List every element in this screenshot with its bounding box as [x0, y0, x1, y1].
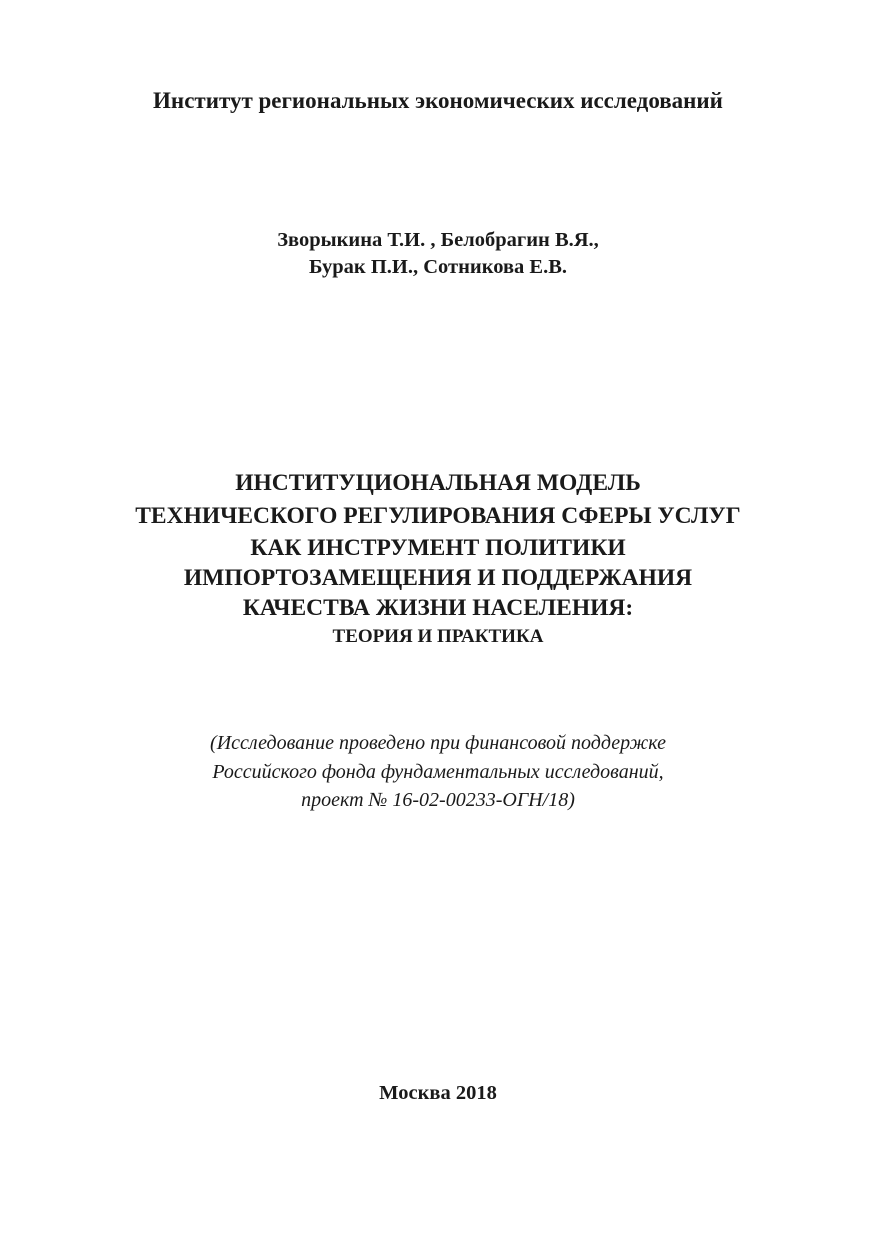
subtitle: ТЕОРИЯ И ПРАКТИКА [332, 626, 544, 647]
authors-line: Зворыкина Т.И. , Белобрагин В.Я., [277, 229, 599, 251]
funding-note-line: (Исследование проведено при финансовой поддержке [210, 732, 666, 754]
title-line: КАЧЕСТВА ЖИЗНИ НАСЕЛЕНИЯ: [242, 595, 634, 621]
title-line: ИМПОРТОЗАМЕЩЕНИЯ И ПОДДЕРЖАНИЯ [183, 565, 693, 591]
funding-note-line: Российского фонда фундаментальных исследований, [212, 761, 664, 783]
institute-name: Институт региональных экономических исследований [153, 88, 723, 113]
funding-note-line: проект № 16-02-00233-ОГН/18) [301, 789, 575, 811]
city-year: Москва 2018 [379, 1082, 497, 1104]
title-line: ИНСТИТУЦИОНАЛЬНАЯ МОДЕЛЬ [235, 470, 641, 496]
title-line: КАК ИНСТРУМЕНТ ПОЛИТИКИ [250, 535, 626, 561]
title-line: ТЕХНИЧЕСКОГО РЕГУЛИРОВАНИЯ СФЕРЫ УСЛУГ [135, 503, 741, 529]
authors-line: Бурак П.И., Сотникова Е.В. [308, 256, 568, 278]
